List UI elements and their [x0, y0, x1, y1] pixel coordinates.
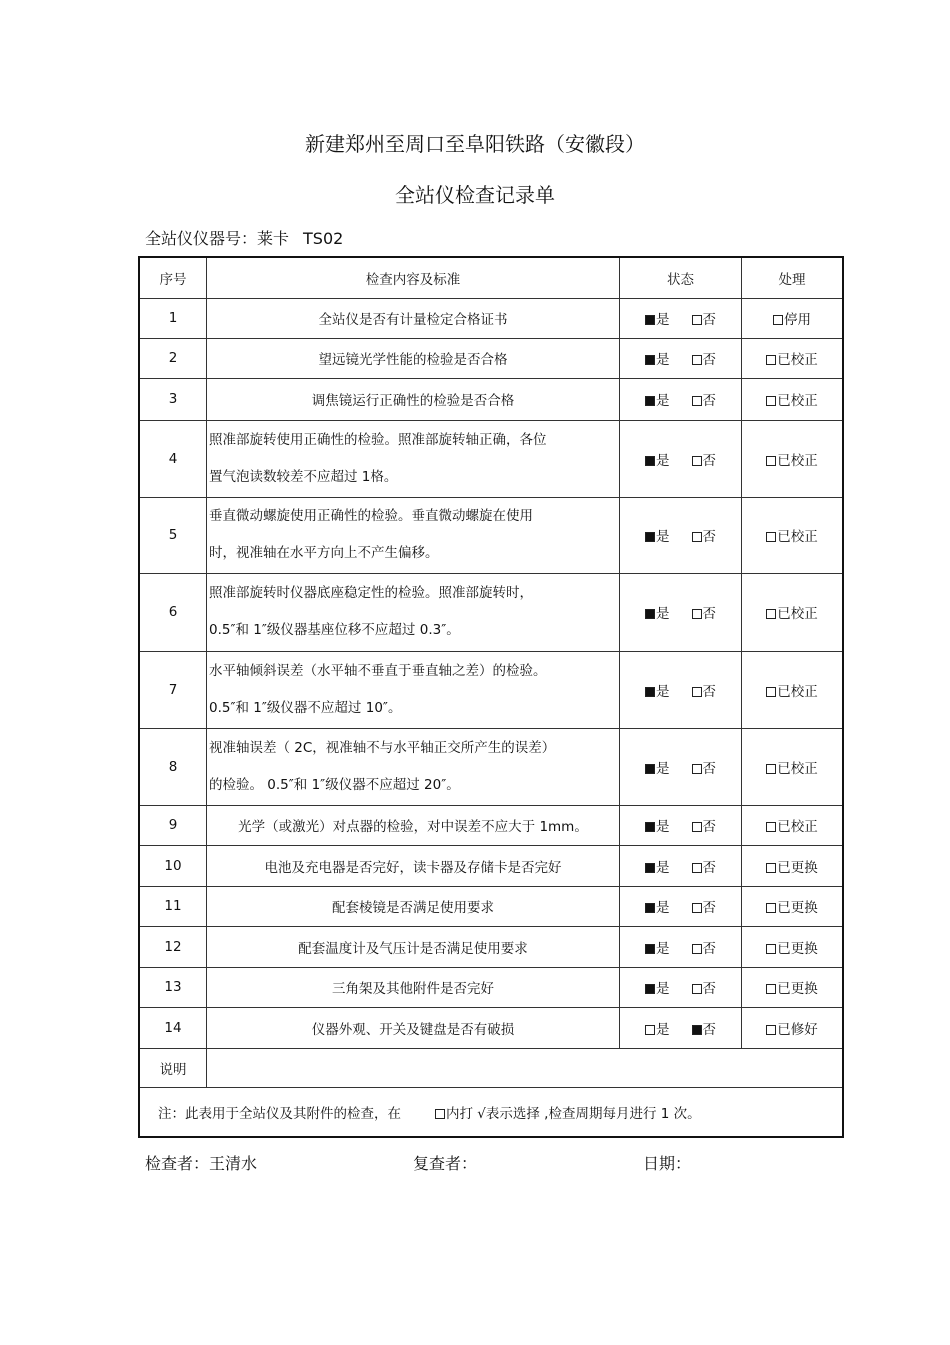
no-option[interactable] — [692, 757, 717, 777]
yes-label: 是 — [656, 819, 670, 835]
table-row — [139, 497, 843, 573]
yes-label: 是 — [656, 312, 670, 328]
yes-option[interactable] — [645, 896, 670, 916]
content-line: 仪器外观、开关及键盘是否有破损 — [311, 1021, 515, 1038]
content-line: 视准轴误差（ 2C，视准轴不与水平轴正交所产生的误差） — [209, 739, 556, 756]
content-line: 时，视准轴在水平方向上不产生偏移。 — [209, 545, 439, 561]
no-label: 否 — [702, 981, 716, 997]
yes-label: 是 — [656, 1021, 670, 1038]
row-action[interactable] — [742, 967, 844, 1007]
content-line: 的检验。 0.5″和 1″级仪器不应超过 20″。 — [209, 776, 460, 793]
table-row — [139, 967, 843, 1007]
yes-option[interactable] — [645, 977, 670, 997]
no-label: 否 — [702, 393, 716, 409]
row-content — [207, 845, 620, 886]
action-label: 已校正 — [777, 352, 818, 368]
no-label: 否 — [702, 940, 716, 957]
action-label: 已校正 — [777, 393, 818, 409]
table-row — [139, 728, 843, 805]
row-status — [620, 298, 742, 338]
row-number: 3 — [139, 378, 207, 420]
row-action[interactable] — [742, 926, 844, 967]
yes-checkbox[interactable] — [645, 396, 655, 406]
row-content — [207, 298, 620, 338]
yes-label: 是 — [656, 352, 670, 368]
table-row — [139, 378, 843, 420]
remark-label: 说明 — [139, 1048, 207, 1087]
action-checkbox[interactable] — [766, 687, 776, 697]
document-subtitle: 全站仪检查记录单 — [395, 183, 555, 207]
content-line: 置气泡读数较差不应超过 1格。 — [209, 468, 398, 485]
row-action[interactable] — [742, 1007, 844, 1048]
yes-option[interactable] — [645, 525, 670, 545]
content-line: 电池及充电器是否完好，读卡器及存储卡是否完好 — [264, 859, 562, 876]
table-row — [139, 926, 843, 967]
action-label: 已更换 — [777, 859, 818, 876]
row-status — [620, 845, 742, 886]
action-checkbox[interactable] — [766, 984, 776, 994]
yes-checkbox[interactable] — [645, 687, 655, 697]
remark-row — [139, 1048, 843, 1087]
row-status — [620, 573, 742, 651]
no-option[interactable] — [692, 602, 717, 622]
action-checkbox[interactable] — [766, 396, 776, 406]
no-option[interactable] — [692, 348, 717, 368]
yes-option[interactable] — [645, 348, 670, 368]
yes-label: 是 — [656, 529, 670, 545]
row-action[interactable] — [742, 298, 844, 338]
row-content — [207, 886, 620, 926]
inspection-table — [138, 256, 844, 1138]
yes-checkbox[interactable] — [645, 822, 655, 832]
yes-label: 是 — [656, 981, 670, 997]
yes-checkbox[interactable] — [645, 984, 655, 994]
action-label: 已修好 — [777, 1021, 818, 1038]
row-action[interactable] — [742, 573, 844, 651]
yes-label: 是 — [656, 940, 670, 957]
no-checkbox[interactable] — [692, 456, 702, 466]
action-label: 已更换 — [777, 940, 818, 957]
action-label: 已校正 — [777, 452, 818, 469]
yes-checkbox[interactable] — [645, 355, 655, 365]
row-number: 12 — [139, 926, 207, 967]
row-number: 1 — [139, 298, 207, 338]
no-label: 否 — [702, 529, 716, 545]
header-status: 状态 — [620, 257, 742, 298]
row-action[interactable] — [742, 338, 844, 378]
no-label: 否 — [702, 683, 716, 700]
yes-option[interactable] — [645, 602, 670, 622]
no-checkbox[interactable] — [692, 396, 702, 406]
instrument-id — [145, 226, 343, 249]
table-row — [139, 298, 843, 338]
no-option[interactable] — [692, 856, 717, 876]
row-content — [207, 926, 620, 967]
yes-option[interactable] — [645, 449, 670, 469]
yes-checkbox[interactable] — [645, 1025, 655, 1035]
row-status — [620, 420, 742, 497]
content-line: 0.5″和 1″级仪器基座位移不应超过 0.3″。 — [209, 622, 460, 638]
no-label: 否 — [702, 900, 716, 916]
row-number: 13 — [139, 967, 207, 1007]
yes-option[interactable] — [645, 389, 670, 409]
row-status — [620, 338, 742, 378]
table-row — [139, 805, 843, 845]
row-action[interactable] — [742, 886, 844, 926]
no-checkbox[interactable] — [692, 532, 702, 542]
row-number: 8 — [139, 728, 207, 805]
content-line: 光学（或激光）对点器的检验，对中误差不应大于 1mm。 — [238, 819, 588, 835]
row-content — [207, 497, 620, 573]
no-label: 否 — [702, 312, 716, 328]
reviewer-label: 复查者： — [413, 1154, 478, 1173]
content-line: 照准部旋转使用正确性的检验。照准部旋转轴正确，各位 — [209, 431, 547, 448]
row-status — [620, 651, 742, 728]
yes-checkbox[interactable] — [645, 315, 655, 325]
content-line: 0.5″和 1″级仪器不应超过 10″。 — [209, 699, 402, 716]
row-number: 11 — [139, 886, 207, 926]
no-checkbox[interactable] — [692, 1025, 702, 1035]
yes-option[interactable] — [645, 757, 670, 777]
yes-checkbox[interactable] — [645, 944, 655, 954]
action-label: 已校正 — [777, 819, 818, 835]
no-label: 否 — [702, 760, 716, 777]
row-content — [207, 805, 620, 845]
instrument-model: TS02 — [303, 229, 344, 248]
yes-checkbox[interactable] — [645, 532, 655, 542]
action-checkbox[interactable] — [766, 764, 776, 774]
yes-option[interactable] — [645, 815, 670, 835]
header-action: 处理 — [742, 257, 844, 298]
action-checkbox[interactable] — [766, 944, 776, 954]
document-title: 新建郑州至周口至阜阳铁路（安徽段） — [305, 132, 645, 156]
note — [139, 1087, 843, 1137]
content-line: 照准部旋转时仪器底座稳定性的检验。照准部旋转时， — [209, 585, 533, 601]
table-row — [139, 420, 843, 497]
yes-checkbox[interactable] — [645, 903, 655, 913]
action-label: 已校正 — [777, 683, 818, 700]
action-checkbox[interactable] — [766, 456, 776, 466]
yes-option[interactable] — [645, 937, 670, 957]
table-row — [139, 651, 843, 728]
yes-label: 是 — [656, 900, 670, 916]
no-checkbox[interactable] — [692, 609, 702, 619]
no-option[interactable] — [692, 896, 717, 916]
row-action[interactable] — [742, 651, 844, 728]
table-header-row — [139, 257, 843, 298]
action-label: 已校正 — [777, 606, 818, 622]
content-line: 配套温度计及气压计是否满足使用要求 — [298, 940, 528, 957]
no-checkbox[interactable] — [692, 822, 702, 832]
row-content — [207, 420, 620, 497]
action-checkbox[interactable] — [766, 863, 776, 873]
row-status — [620, 967, 742, 1007]
action-label: 已校正 — [777, 529, 818, 545]
row-number: 9 — [139, 805, 207, 845]
inspector-name: 王清水 — [209, 1154, 258, 1173]
row-status — [620, 728, 742, 805]
remark-input[interactable] — [207, 1048, 844, 1087]
yes-option[interactable] — [645, 680, 670, 700]
header-content: 检查内容及标准 — [207, 257, 620, 298]
row-content — [207, 728, 620, 805]
action-checkbox[interactable] — [766, 903, 776, 913]
content-line: 配套棱镜是否满足使用要求 — [332, 900, 494, 916]
row-status — [620, 378, 742, 420]
note-checkbox-icon — [435, 1109, 445, 1119]
content-line: 望远镜光学性能的检验是否合格 — [318, 352, 508, 368]
content-line: 水平轴倾斜误差（水平轴不垂直于垂直轴之差）的检验。 — [209, 662, 547, 679]
row-status — [620, 1007, 742, 1048]
no-checkbox[interactable] — [692, 355, 702, 365]
no-option[interactable] — [692, 308, 717, 328]
no-label: 否 — [702, 819, 716, 835]
action-label: 已校正 — [777, 760, 818, 777]
row-action[interactable] — [742, 805, 844, 845]
action-label: 停用 — [784, 312, 811, 328]
no-option[interactable] — [692, 680, 717, 700]
inspector — [145, 1151, 257, 1174]
row-status — [620, 886, 742, 926]
row-number: 4 — [139, 420, 207, 497]
yes-label: 是 — [656, 760, 670, 777]
row-content — [207, 338, 620, 378]
no-label: 否 — [702, 352, 716, 368]
no-checkbox[interactable] — [692, 944, 702, 954]
no-option[interactable] — [692, 389, 717, 409]
no-checkbox[interactable] — [692, 315, 702, 325]
yes-label: 是 — [656, 452, 670, 469]
yes-label: 是 — [656, 683, 670, 700]
row-content — [207, 378, 620, 420]
no-checkbox[interactable] — [692, 984, 702, 994]
inspector-label: 检查者： — [145, 1154, 210, 1173]
yes-option[interactable] — [645, 308, 670, 328]
no-label: 否 — [702, 859, 716, 876]
no-label: 否 — [702, 1021, 716, 1038]
row-number: 2 — [139, 338, 207, 378]
note-text-before: 注：此表用于全站仪及其附件的检查，在 — [158, 1105, 401, 1122]
action-label: 已更换 — [777, 981, 818, 997]
no-option[interactable] — [692, 937, 717, 957]
row-content — [207, 967, 620, 1007]
table-row — [139, 573, 843, 651]
row-number: 14 — [139, 1007, 207, 1048]
no-checkbox[interactable] — [692, 863, 702, 873]
content-line: 全站仪是否有计量检定合格证书 — [318, 312, 508, 328]
content-line: 垂直微动螺旋使用正确性的检验。垂直微动螺旋在使用 — [209, 508, 533, 524]
yes-checkbox[interactable] — [645, 456, 655, 466]
row-content — [207, 1007, 620, 1048]
yes-option[interactable] — [645, 856, 670, 876]
row-action[interactable] — [742, 378, 844, 420]
action-checkbox[interactable] — [766, 355, 776, 365]
note-text-after: 内打 √表示选择 ,检查周期每月进行 1 次。 — [446, 1105, 701, 1122]
action-checkbox[interactable] — [773, 315, 783, 325]
table-row — [139, 338, 843, 378]
action-checkbox[interactable] — [766, 822, 776, 832]
row-action[interactable] — [742, 728, 844, 805]
yes-label: 是 — [656, 606, 670, 622]
no-option[interactable] — [692, 449, 717, 469]
instrument-label: 全站仪仪器号：莱卡 — [145, 229, 290, 248]
header-num: 序号 — [139, 257, 207, 298]
table-row — [139, 845, 843, 886]
row-number: 7 — [139, 651, 207, 728]
row-number: 6 — [139, 573, 207, 651]
yes-label: 是 — [656, 393, 670, 409]
no-option[interactable] — [692, 525, 717, 545]
yes-checkbox[interactable] — [645, 863, 655, 873]
action-checkbox[interactable] — [766, 1025, 776, 1035]
action-label: 已更换 — [777, 900, 818, 916]
row-action[interactable] — [742, 845, 844, 886]
row-action[interactable] — [742, 497, 844, 573]
yes-option[interactable] — [645, 1018, 670, 1038]
action-checkbox[interactable] — [766, 532, 776, 542]
content-line: 三角架及其他附件是否完好 — [332, 981, 494, 997]
row-status — [620, 926, 742, 967]
row-status — [620, 497, 742, 573]
note-row — [139, 1087, 843, 1137]
no-label: 否 — [702, 452, 716, 469]
no-checkbox[interactable] — [692, 903, 702, 913]
no-option[interactable] — [692, 1018, 717, 1038]
row-content — [207, 651, 620, 728]
action-checkbox[interactable] — [766, 609, 776, 619]
row-status — [620, 805, 742, 845]
no-option[interactable] — [692, 977, 717, 997]
yes-label: 是 — [656, 859, 670, 876]
no-label: 否 — [702, 606, 716, 622]
row-action[interactable] — [742, 420, 844, 497]
table-row — [139, 1007, 843, 1048]
yes-checkbox[interactable] — [645, 609, 655, 619]
date-label: 日期： — [643, 1154, 692, 1173]
no-option[interactable] — [692, 815, 717, 835]
row-content — [207, 573, 620, 651]
row-number: 10 — [139, 845, 207, 886]
table-row — [139, 886, 843, 926]
row-number: 5 — [139, 497, 207, 573]
no-checkbox[interactable] — [692, 764, 702, 774]
no-checkbox[interactable] — [692, 687, 702, 697]
content-line: 调焦镜运行正确性的检验是否合格 — [311, 393, 515, 409]
yes-checkbox[interactable] — [645, 764, 655, 774]
